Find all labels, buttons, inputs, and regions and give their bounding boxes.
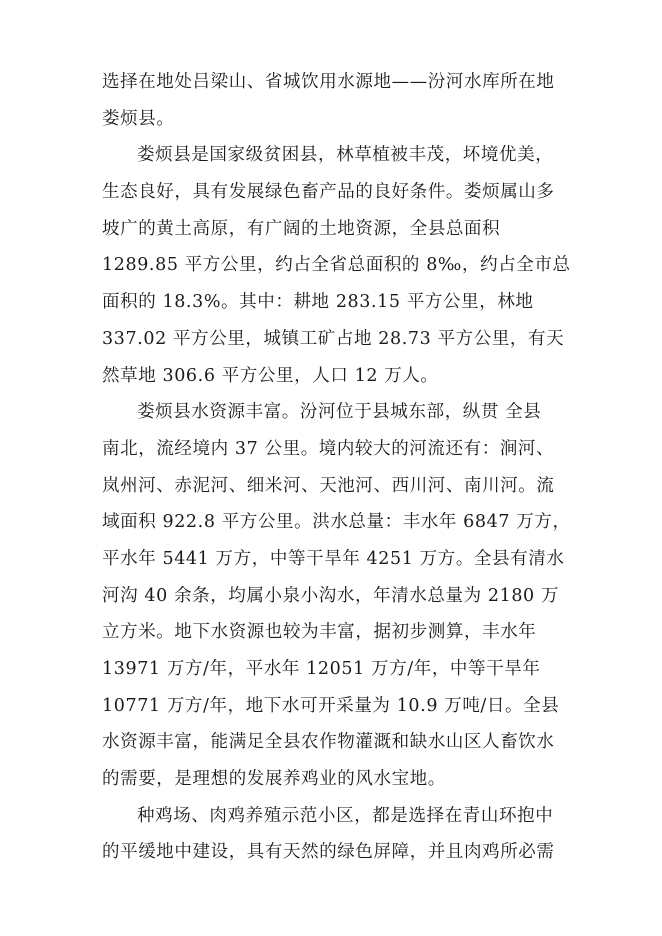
text-line: 娄烦县是国家级贫困县，林草植被丰茂，坏境优美， <box>137 145 554 166</box>
text-line: 岚州河、赤泥河、细米河、天池河、西川河、南川河。流 <box>102 475 555 496</box>
text-line: 选择在地处吕梁山、省城饮用水源地——汾河水库所在地 <box>102 72 555 92</box>
text-line: 生态良好，具有发展绿色畜产品的良好条件。娄烦属山多 <box>102 182 555 203</box>
text-line: 娄烦县。 <box>102 108 175 129</box>
text-line: 立方米。地下水资源也较为丰富，据初步测算，丰水年 <box>102 622 537 643</box>
text-line: 的需要，是理想的发展养鸡业的风水宝地。 <box>102 769 446 790</box>
text-line: 然草地 306.6 平方公里，人口 12 万人。 <box>102 365 439 386</box>
text-line: 1289.85 平方公里，约占全省总面积的 8‰，约占全市总 <box>102 255 571 276</box>
text-line: 面积的 18.3%。其中：耕地 283.15 平方公里，林地 <box>102 292 534 313</box>
text-line: 13971 万方/年，平水年 12051 万方/年，中等干旱年 <box>102 659 541 679</box>
text-line: 娄烦县水资源丰富。汾河位于县城东部，纵贯 全县 <box>137 402 542 423</box>
text-line: 坡广的黄土高原，有广阔的土地资源，全县总面积 <box>102 218 501 239</box>
text-line: 南北，流经境内 37 公里。境内较大的河流还有：涧河、 <box>102 438 555 459</box>
text-line: 10771 万方/年，地下水可开采量为 10.9 万吨/日。全县 <box>102 695 560 716</box>
text-line: 种鸡场、肉鸡养殖示范小区，都是选择在青山环抱中 <box>137 805 554 826</box>
text-line: 的平缓地中建设，具有天然的绿色屏障，并且肉鸡所必需 <box>102 842 555 863</box>
body-text <box>102 64 572 871</box>
text-line: 平水年 5441 万方，中等干旱年 4251 万方。全县有清水 <box>102 548 565 569</box>
text-line: 河沟 40 余条，均属小泉小沟水，年清水总量为 2180 万 <box>102 585 560 606</box>
text-line: 水资源丰富，能满足全县农作物灌溉和缺水山区人畜饮水 <box>102 732 555 753</box>
text-line: 域面积 922.8 平方公里。洪水总量：丰水年 6847 万方， <box>102 512 571 533</box>
text-line: 337.02 平方公里，城镇工矿占地 28.73 平方公里，有天 <box>102 328 565 349</box>
